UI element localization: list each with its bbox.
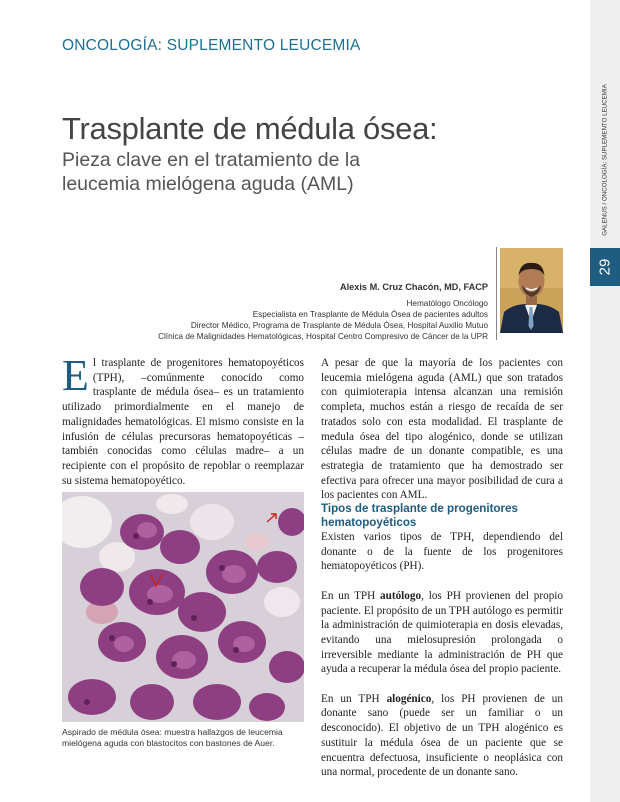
author-divider [496,247,497,340]
intro-paragraph [62,351,304,488]
term-alogenico: alogénico [386,692,432,705]
body-paragraph: En un TPH alogénico, los PH provienen de un donante sano (puede ser un familiar o un desconocido). El objetivo de un TPH alogénico es sustituir la médula ósea de un paciente que se encuentra defectuosa, insuficiente o neoplásica con una normal, procedente de un donante sano. [321,692,563,779]
author-name: Alexis M. Cruz Chacón, MD, FACP [339,282,488,292]
drop-cap: E [62,351,89,400]
author-credential: Clínica de Malignidades Hematológicas, Hospital Centro Compresivo de Cáncer de la UPR [158,332,488,341]
intro-text: l trasplante de progenitores hematopoyéticos (TPH), –comúnmente conocido como trasplante de médula ósea– es un tratamiento utilizado primordialmente en el manejo de malignidades hematológicas. El mismo consiste en la infusión de células precursoras hematopoyéticas –también conocidas como células madre– a un recipiente con el propósito de repoblar o reemplazar su sistema hematopoyético. [62,357,304,487]
section-label: ONCOLOGÍA: SUPLEMENTO LEUCEMIA [62,37,361,54]
author-block [158,282,488,342]
author-photo [500,248,563,333]
page-number: 29 [590,248,620,286]
author-credential: Director Médico, Programa de Trasplante de Médula Ósea, Hospital Auxilio Mutuo [190,321,488,330]
page-title: Trasplante de médula ósea: [62,111,438,146]
figure-caption: Aspirado de médula ósea: muestra hallazgos de leucemia mielógena aguda con blastocitos con bastones de Auer. [62,727,283,748]
body-paragraph: Existen varios tipos de TPH, dependiendo del donante o de la fuente de los progenitores hematopoyéticos (PH). [321,531,563,573]
bone-marrow-micrograph [62,492,304,722]
page-subtitle: Pieza clave en el tratamiento de la leucemia mielógena aguda (AML) [62,149,361,195]
right-column-intro [321,356,563,518]
section-subheading: Tipos de trasplante de progenitores hematopoyéticos [321,502,518,529]
body-paragraph: En un TPH autólogo, los PH provienen del propio paciente. El propósito de un TPH autólogo es permitir la administración de quimioterapia en dosis elevadas, evitando una mielosupresión prolongada o irreversible mediante la administración de PH que ayuda a recuperar la médula ósea del propio paciente. [321,589,563,676]
author-credential: Hematólogo Oncólogo [406,299,488,308]
running-head: GALENUS / ONCOLOGÍA: SUPLEMENTO LEUCEMIA [601,83,609,236]
author-credential: Especialista en Trasplante de Médula Ósea de pacientes adultos [252,310,488,319]
body-paragraph: A pesar de que la mayoría de los pacientes con leucemia mielógena aguda (AML) que son tratados con quimioterapia intensa alcanzan una remisión completa, muchos están a riesgo de recaída de ser tratados solo con esta modalidad. El trasplante de medula ósea del tipo alogénico, donde se utilizan células madre de un donante compatible, es una estrategia de tratamiento que ha demostrado ser efectiva para ofrecer una mayor posibilidad de cura a los pacientes con AML. [321,357,563,502]
term-autologo: autólogo [380,589,422,602]
types-section [321,530,563,795]
